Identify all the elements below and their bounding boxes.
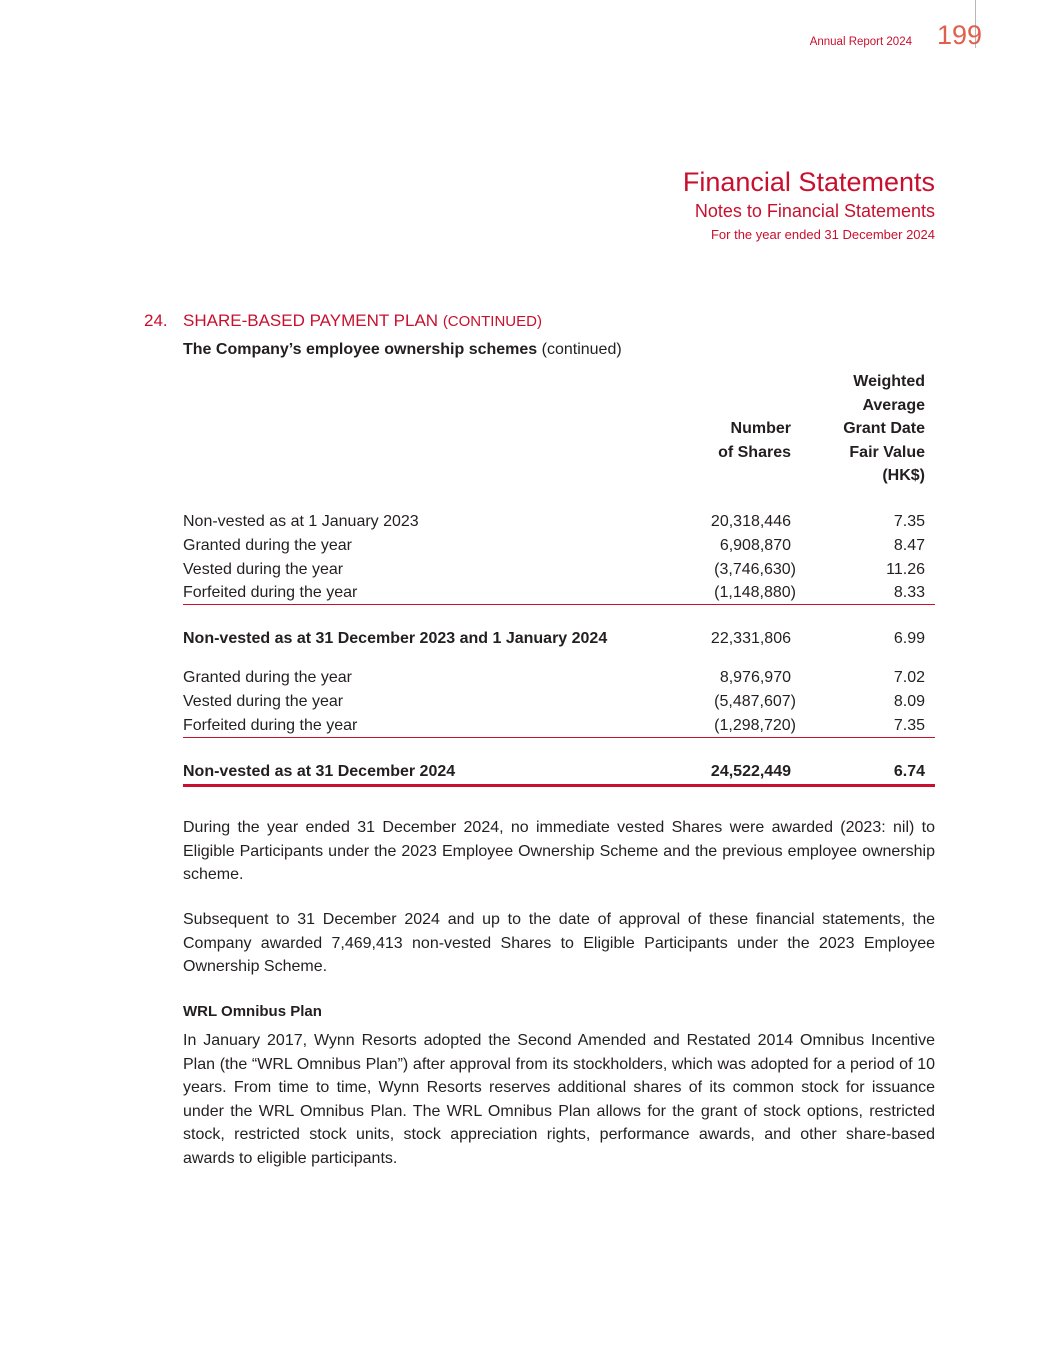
total-rule [183,737,935,738]
paragraph-subsequent-award: Subsequent to 31 December 2024 and up to the date of approval of these financial statements, the Company awarded 7,469,413 non-vested Shares to Eligible Participants under the 2023 Employee Ownership Scheme. [183,911,935,976]
row-fair-value: 8.09 [893,693,925,710]
paragraph-immediate-vested: During the year ended 31 December 2024, no immediate vested Shares were awarded (2023: nil) to Eligible Participants under the 2023 Employee Ownership Scheme and the previous employee ownership scheme. [183,819,935,884]
row-fair-value: 6.74 [893,763,925,780]
subsection-note: (continued) [537,341,622,358]
table-row [183,690,935,714]
section-suffix: (CONTINUED) [442,313,542,330]
table-row [183,558,935,582]
row-label: Forfeited during the year [183,584,358,601]
section-number: 24. [144,311,168,330]
header-line: Number [730,420,791,437]
page-titles [683,166,935,246]
table-row [183,534,935,558]
row-fair-value: 7.35 [893,717,925,734]
row-label: Vested during the year [183,693,344,710]
row-fair-value: 8.33 [893,584,925,601]
paragraph-wrl-omnibus: In January 2017, Wynn Resorts adopted the Second Amended and Restated 2014 Omnibus Incentive Plan (the “WRL Omnibus Plan”) after approval from its stockholders, which was adopted for a period of 10 years. From time to time, Wynn Resorts reserves additional shares of its common stock for issuance under the WRL Omnibus Plan. The WRL Omnibus Plan allows for the grant of stock options, restricted stock, restricted stock units, stock appreciation rights, performance awards, and other share-based awards to eligible participants. [183,1032,935,1167]
row-fair-value: 6.99 [893,630,925,647]
row-fair-value: 7.35 [893,513,925,530]
header-line: Weighted [853,373,925,390]
row-shares: 22,331,806 [710,630,791,647]
period-label: For the year ended 31 December 2024 [710,227,935,242]
shares-column-header [718,417,791,464]
header-line: (HK$) [882,467,925,484]
table-row [183,510,935,534]
row-shares: (5,487,607) [714,693,796,710]
header-line: Average [862,396,925,414]
subsection-title: The Company’s employee ownership schemes [183,341,538,358]
page-number: 199 [936,20,982,50]
row-label: Forfeited during the year [183,717,358,734]
row-shares: 24,522,449 [710,763,791,780]
running-head [655,0,1055,60]
row-label: Non-vested as at 1 January 2023 [183,513,419,530]
row-shares: 8,976,970 [719,669,791,686]
total-double-rule [183,784,935,787]
subsection-heading [183,341,622,359]
page-subtitle: Notes to Financial Statements [694,201,935,221]
row-shares: (3,746,630) [714,561,796,578]
fair-value-column-header [843,370,925,488]
row-label: Non-vested as at 31 December 2024 [183,763,456,780]
subtotal-row [183,627,935,651]
row-fair-value: 11.26 [886,561,925,578]
table-header [183,370,935,490]
row-label: Granted during the year [183,537,352,554]
table-row [183,714,935,738]
header-line: of Shares [718,443,791,461]
table-row [183,666,935,690]
page-title: Financial Statements [682,167,935,197]
section-title: SHARE-BASED PAYMENT PLAN [183,311,439,330]
report-label: Annual Report 2024 [809,36,912,48]
row-shares: 20,318,446 [710,513,791,530]
row-fair-value: 8.47 [893,537,925,554]
wrl-omnibus-heading: WRL Omnibus Plan [183,1003,322,1020]
subtotal-rule [183,604,935,605]
row-shares: 6,908,870 [719,537,791,554]
header-line: Fair Value [849,443,925,461]
total-row [183,760,935,784]
row-label: Vested during the year [183,561,344,578]
section-heading [144,311,542,331]
table-row [183,581,935,605]
row-label: Granted during the year [183,669,352,686]
row-shares: (1,298,720) [714,717,796,734]
row-label: Non-vested as at 31 December 2023 and 1 January 2024 [183,630,608,647]
row-shares: (1,148,880) [714,584,796,601]
row-fair-value: 7.02 [893,669,925,686]
header-line: Grant Date [843,420,925,437]
